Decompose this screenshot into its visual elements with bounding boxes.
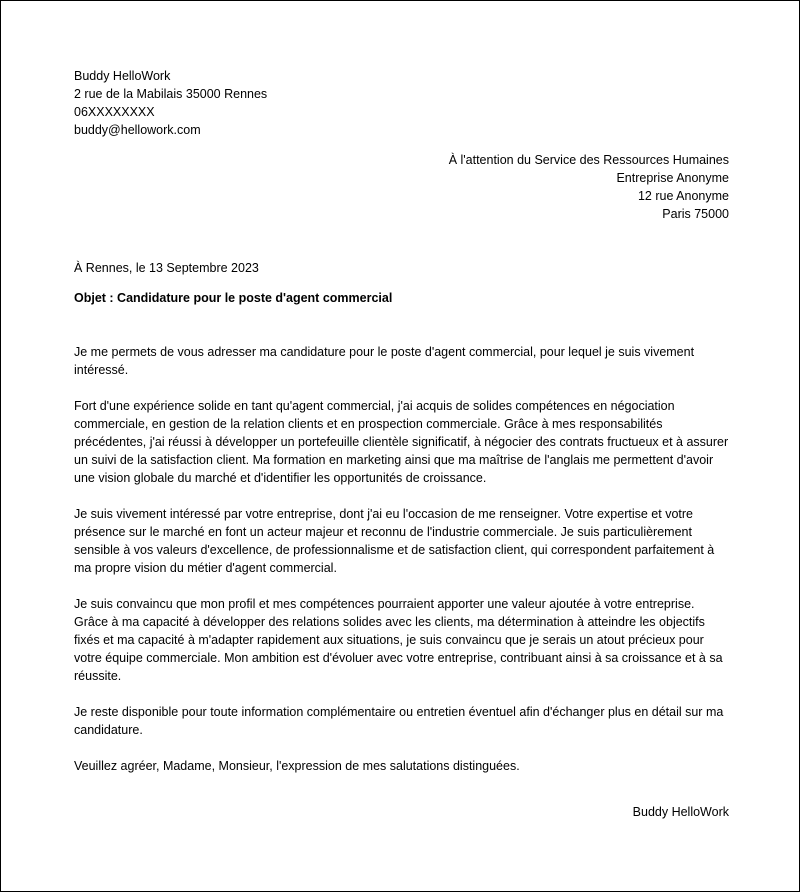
paragraph: Je suis convaincu que mon profil et mes compétences pourraient apporter une valeur ajoutée à votre entreprise. Grâce à ma capacité à développer des relations solides avec les clients, ma détermination à atteindre les objectifs fixés et ma capacité à m'adapter rapidement aux situations, je suis convaincu que je serais un atout précieux pour votre équipe commerciale. Mon ambition est d'évoluer avec votre entreprise, contribuant ainsi à sa croissance et à sa réussite. bbox=[74, 597, 723, 683]
recipient-company: Entreprise Anonyme bbox=[616, 171, 729, 185]
paragraph: Je suis vivement intéressé par votre entreprise, dont j'ai eu l'occasion de me renseigner. Votre expertise et votre présence sur le marché en font un acteur majeur et reconnu de l'industrie commerciale. Je suis particulièrement sensible à vos valeurs d'excellence, de professionnalisme et de satisfaction client, qui correspondent parfaitement à ma propre vision du métier d'agent commercial. bbox=[74, 507, 715, 575]
recipient-city: Paris 75000 bbox=[662, 207, 729, 221]
date-line: À Rennes, le 13 Septembre 2023 bbox=[74, 261, 259, 275]
sender-email: buddy@hellowork.com bbox=[74, 123, 201, 137]
paragraph: Fort d'une expérience solide en tant qu'agent commercial, j'ai acquis de solides compétences en négociation commerciale, en gestion de la relation clients et en prospection commerciale. Grâce à mes responsabilités précédentes, j'ai réussi à développer un portefeuille clientèle significatif, à négocier des contrats fructueux et à assurer un suivi de la satisfaction client. Ma formation en marketing ainsi que ma maîtrise de l'anglais me permettent d'avoir une vision globale du marché et d'identifier les opportunités de croissance. bbox=[74, 399, 729, 485]
signature: Buddy HelloWork bbox=[632, 805, 729, 819]
sender-name: Buddy HelloWork bbox=[74, 69, 171, 83]
sender-address: 2 rue de la Mabilais 35000 Rennes bbox=[74, 87, 268, 101]
letter-content bbox=[74, 67, 729, 821]
subject-line: Objet : Candidature pour le poste d'agent commercial bbox=[74, 291, 393, 305]
paragraph: Je me permets de vous adresser ma candidature pour le poste d'agent commercial, pour lequel je suis vivement intéressé. bbox=[74, 345, 695, 377]
paragraph: Je reste disponible pour toute information complémentaire ou entretien éventuel afin d'échanger plus en détail sur ma candidature. bbox=[74, 705, 724, 737]
sender-phone: 06XXXXXXXX bbox=[74, 105, 155, 119]
recipient-block bbox=[74, 151, 729, 223]
closing-paragraph: Veuillez agréer, Madame, Monsieur, l'expression de mes salutations distinguées. bbox=[74, 759, 520, 773]
sender-block bbox=[74, 67, 729, 139]
recipient-street: 12 rue Anonyme bbox=[637, 189, 729, 203]
recipient-attention: À l'attention du Service des Ressources Humaines bbox=[448, 153, 729, 167]
letter-body bbox=[74, 343, 729, 775]
